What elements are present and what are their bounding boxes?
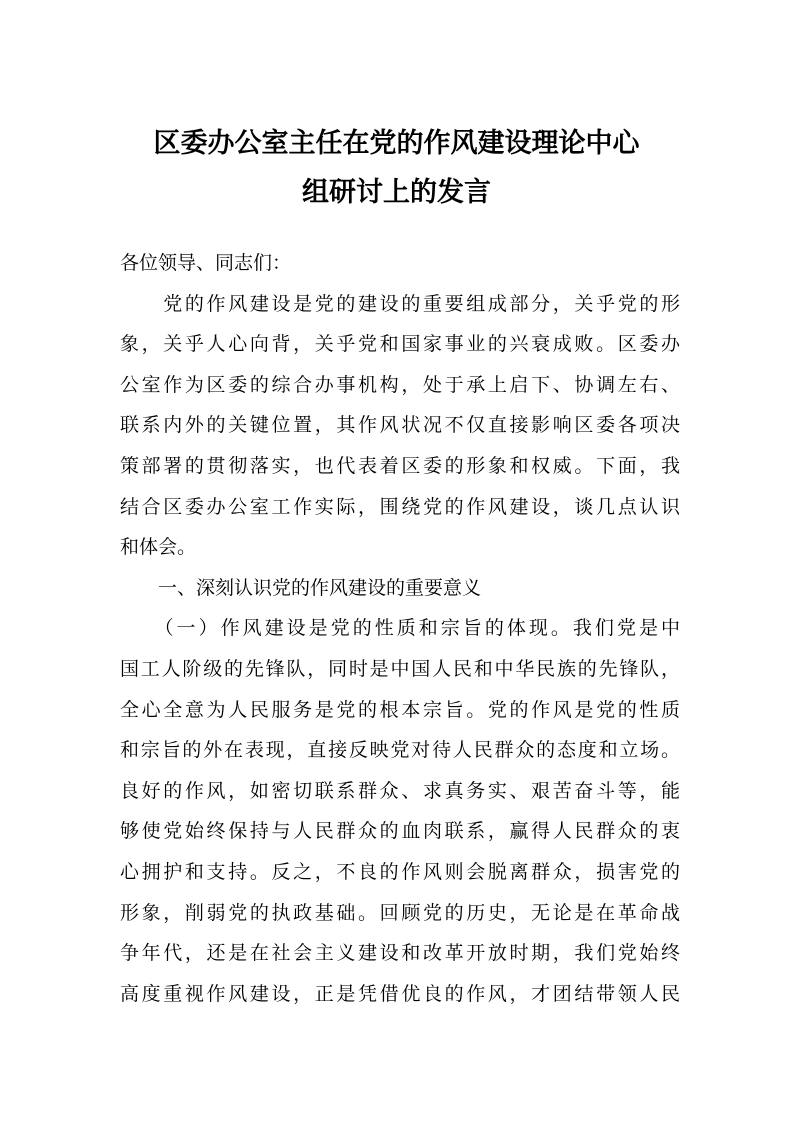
- body-line: 和体会。: [120, 536, 197, 559]
- body-line: 良好的作风，如密切联系群众、求真务实、艰苦奋斗等，能: [120, 779, 680, 802]
- body-line: 心拥护和支持。反之，不良的作风则会脱离群众，损害党的: [120, 860, 680, 883]
- document-title-line-2: 组研讨上的发言: [302, 177, 491, 208]
- body-line: 全心全意为人民服务是党的根本宗旨。党的作风是党的性质: [120, 698, 680, 721]
- body-line: 国工人阶级的先锋队，同时是中国人民和中华民族的先锋队，: [120, 657, 680, 680]
- salutation: 各位领导、同志们：: [120, 252, 292, 274]
- document-title-line-1: 区委办公室主任在党的作风建设理论中心: [153, 128, 640, 159]
- body-line: 策部署的贯彻落实，也代表着区委的形象和权威。下面，我: [120, 454, 680, 477]
- body-line: 结合区委办公室工作实际，围绕党的作风建设，谈几点认识: [120, 495, 680, 518]
- body-line: （一）作风建设是党的性质和宗旨的体现。我们党是中: [120, 617, 680, 640]
- body-line: 和宗旨的外在表现，直接反映党对待人民群众的态度和立场。: [120, 739, 680, 762]
- body-line: 象，关乎人心向背，关乎党和国家事业的兴衰成败。区委办: [120, 333, 680, 356]
- body-line: 公室作为区委的综合办事机构，处于承上启下、协调左右、: [120, 373, 680, 396]
- body-line: 争年代，还是在社会主义建设和改革开放时期，我们党始终: [120, 942, 680, 965]
- body-line: 够使党始终保持与人民群众的血肉联系，赢得人民群众的衷: [120, 820, 680, 843]
- section-heading: 一、深刻认识党的作风建设的重要意义: [120, 576, 482, 599]
- body-line: 联系内外的关键位置，其作风状况不仅直接影响区委各项决: [120, 414, 680, 437]
- body-line: 高度重视作风建设，正是凭借优良的作风，才团结带领人民: [120, 982, 680, 1005]
- document-body: [120, 243, 680, 1014]
- body-line: 形象，削弱党的执政基础。回顾党的历史，无论是在革命战: [120, 901, 680, 924]
- body-line: 党的作风建设是党的建设的重要组成部分，关乎党的形: [120, 292, 680, 315]
